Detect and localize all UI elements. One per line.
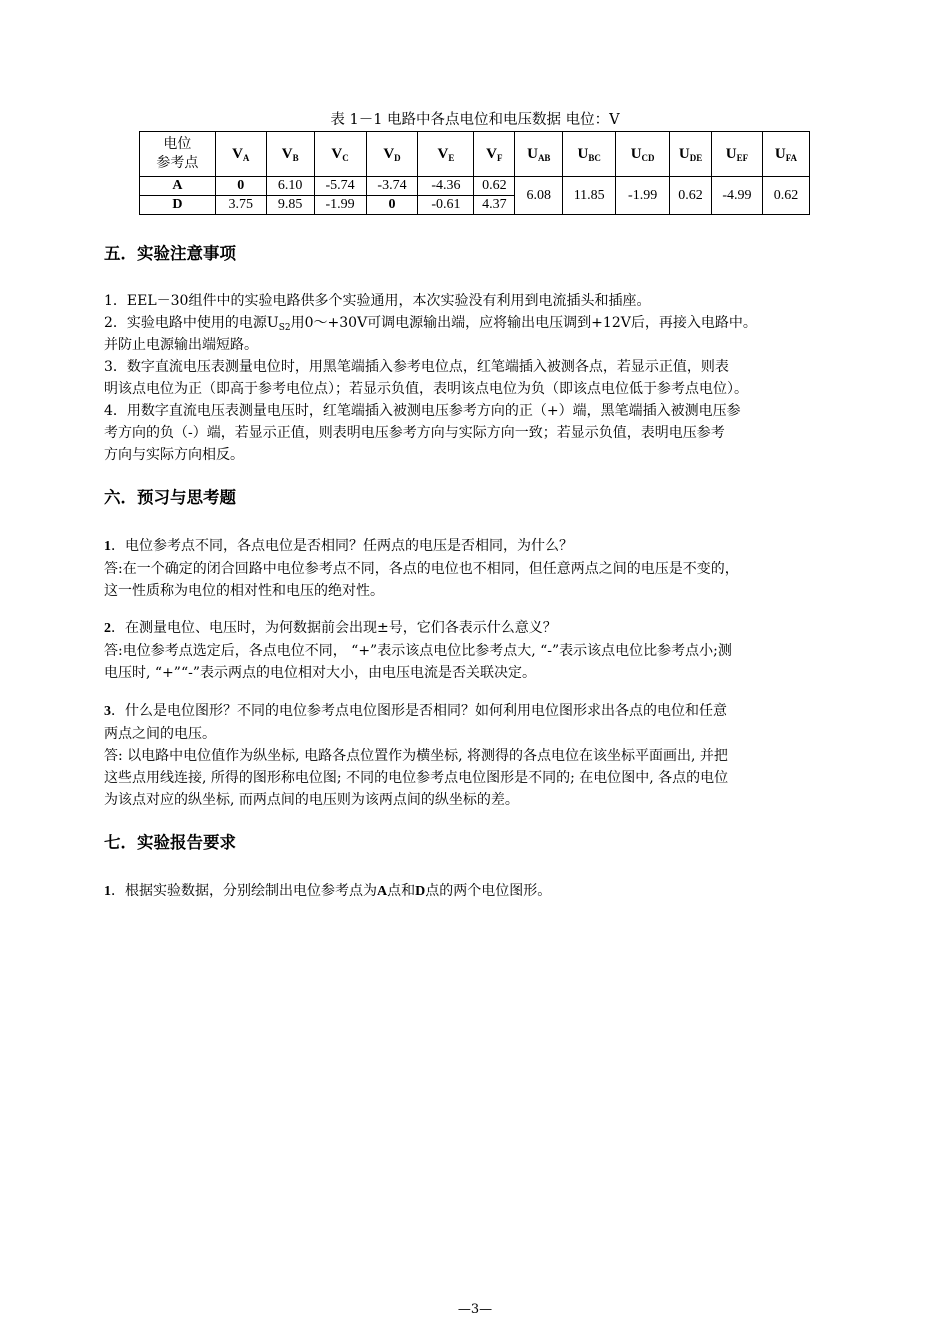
answer-3-line1: 答: 以电路中电位值作为纵坐标, 电路各点位置作为横坐标, 将测得的各点电位在该坐标平面画出, 并把 — [104, 748, 728, 764]
col-header-ubc: $U_{BC}$ — [563, 132, 616, 177]
cell-ve: -0.61 — [418, 196, 474, 215]
section-title-report-requirements: 七．实验报告要求 — [104, 833, 236, 852]
precaution-2-line2: 并防止电源输出端短路。 — [104, 337, 258, 353]
col-header-uef: $U_{EF}$ — [712, 132, 763, 177]
precaution-4-line1: 4．用数字直流电压表测量电压时，红笔端插入被测电压参考方向的正（+）端，黑笔端插入被测电压参 — [104, 403, 741, 419]
precaution-1: 1．EEL－30组件中的实验电路供多个实验通用，本次实验没有利用到电流插头和插座。 — [104, 293, 651, 309]
report-requirement-1: 1．根据实验数据，分别绘制出电位参考点为A点和D点的两个电位图形。 — [104, 883, 552, 899]
col-header-vd: $V_D$ — [366, 132, 418, 177]
col-header-va: $V_A$ — [215, 132, 266, 177]
cell-ude: 0.62 — [670, 177, 712, 215]
table-header-row — [140, 132, 810, 177]
table-row-ref-a — [140, 177, 810, 196]
section-title-precautions: 五．实验注意事项 — [104, 244, 236, 263]
col-header-vf: $V_F$ — [474, 132, 515, 177]
question-3-line2: 两点之间的电压。 — [104, 726, 216, 742]
cell-ucd: -1.99 — [616, 177, 670, 215]
cell-vf: 0.62 — [474, 177, 515, 196]
page-number: —3— — [457, 1302, 493, 1317]
answer-2-line1: 答:电位参考点选定后，各点电位不同， “+”表示该点电位比参考点大, “-”表示该点电位比参考点小;测 — [104, 643, 732, 659]
col-header-vb: $V_B$ — [266, 132, 314, 177]
cell-vc: -5.74 — [314, 177, 366, 196]
precaution-4-line2: 考方向的负（-）端，若显示正值，则表明电压参考方向与实际方向一致；若显示负值，表明电压参考 — [104, 425, 725, 441]
question-3: 3．什么是电位图形？不同的电位参考点电位图形是否相同？如何利用电位图形求出各点的电位和任意 两点之间的电压。 答: 以电路中电位值作为纵坐标, 电路各点位置作为横坐标, 将测得的各点电位在该坐标平面画出, 并把 这些点用线连接, 所得的图形称电位图; 不同的电位参考点电位图形是不同的; 在电位图中, 各点的电位 为该点对应的纵坐标, 而两点间的电压则为该两点间的纵坐标的差。 — [104, 700, 852, 811]
cell-vb: 6.10 — [266, 177, 314, 196]
question-1: 1．电位参考点不同，各点电位是否相同？任两点的电压是否相同，为什么？ 答:在一个确定的闭合回路中电位参考点不同，各点的电位也不相同，但任意两点之间的电压是不变的， 这一性质称为电位的相对性和电压的绝对性。 — [104, 535, 852, 602]
precautions-list — [104, 290, 852, 466]
cell-vc: -1.99 — [314, 196, 366, 215]
cell-vd: 0 — [366, 196, 418, 215]
ref-header-cell — [140, 132, 216, 177]
cell-ve: -4.36 — [418, 177, 474, 196]
col-header-uab: $U_{AB}$ — [515, 132, 563, 177]
answer-3-line3: 为该点对应的纵坐标, 而两点间的电压则为该两点间的纵坐标的差。 — [104, 792, 519, 808]
ref-header-line1: 电位 — [163, 137, 192, 152]
row-ref-cell: A — [140, 177, 216, 196]
col-header-vc: $V_C$ — [314, 132, 366, 177]
col-header-ve: $V_E$ — [418, 132, 474, 177]
section-title-preview-questions: 六．预习与思考题 — [104, 488, 236, 507]
cell-va: 3.75 — [215, 196, 266, 215]
cell-ubc: 11.85 — [563, 177, 616, 215]
answer-1-line2: 这一性质称为电位的相对性和电压的绝对性。 — [104, 583, 384, 599]
ref-header-line2: 参考点 — [156, 156, 199, 171]
cell-va: 0 — [215, 177, 266, 196]
precaution-2-line1: 2．实验电路中使用的电源$U_{S2}$用0～+30V可调电源输出端，应将输出电压调到+12V后，再接入电路中。 — [104, 315, 757, 333]
precaution-4-line3: 方向与实际方向相反。 — [104, 447, 244, 463]
cell-vf: 4.37 — [474, 196, 515, 215]
cell-vd: -3.74 — [366, 177, 418, 196]
cell-ufa: 0.62 — [762, 177, 809, 215]
col-header-ude: $U_{DE}$ — [670, 132, 712, 177]
cell-vb: 9.85 — [266, 196, 314, 215]
col-header-ucd: $U_{CD}$ — [616, 132, 670, 177]
cell-uab: 6.08 — [515, 177, 563, 215]
cell-uef: -4.99 — [712, 177, 763, 215]
question-2: 2．在测量电位、电压时，为何数据前会出现±号，它们各表示什么意义？ 答:电位参考点选定后，各点电位不同， “+”表示该点电位比参考点大, “-”表示该点电位比参考点小;测 电压时, “+”“-”表示两点的电位相对大小，由电压电流是否关联决定。 — [104, 617, 852, 684]
answer-1-line1: 答:在一个确定的闭合回路中电位参考点不同，各点的电位也不相同，但任意两点之间的电压是不变的， — [104, 561, 739, 577]
table-caption: 表 1－1 电路中各点电位和电压数据 电位：V — [330, 112, 620, 128]
precaution-3-line2: 明该点电位为正（即高于参考电位点）；若显示负值，表明该点电位为负（即该点电位低于参考点电位）。 — [104, 381, 748, 397]
answer-3-line2: 这些点用线连接, 所得的图形称电位图; 不同的电位参考点电位图形是不同的; 在电位图中, 各点的电位 — [104, 770, 729, 786]
potential-voltage-table — [139, 131, 810, 215]
col-header-ufa: $U_{FA}$ — [762, 132, 809, 177]
answer-2-line2: 电压时, “+”“-”表示两点的电位相对大小，由电压电流是否关联决定。 — [104, 665, 536, 681]
precaution-3-line1: 3．数字直流电压表测量电位时，用黑笔端插入参考电位点，红笔端插入被测各点，若显示正值，则表 — [104, 359, 729, 375]
row-ref-cell: D — [140, 196, 216, 215]
